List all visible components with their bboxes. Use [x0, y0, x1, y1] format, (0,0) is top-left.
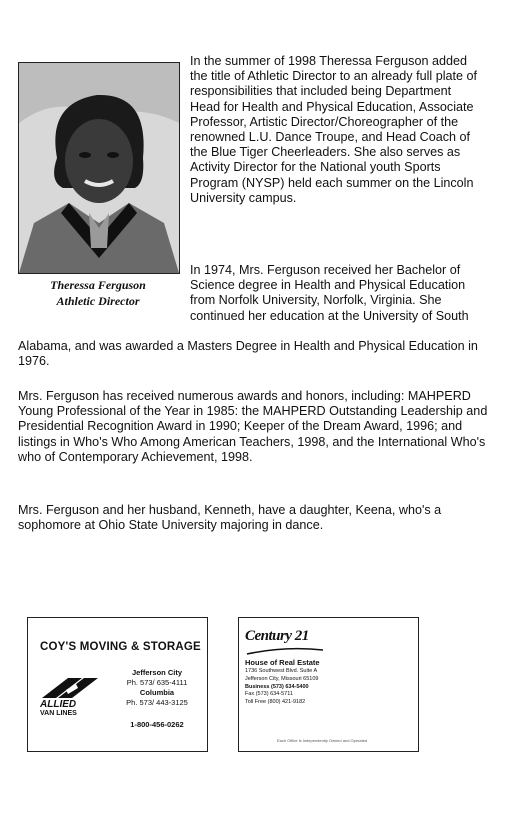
photo-caption [18, 277, 178, 309]
century21-office: House of Real Estate [245, 658, 320, 667]
coys-phone-2: Ph. 573/ 443-3125 [126, 698, 188, 707]
century21-swoosh-icon [245, 646, 325, 656]
caption-name: Theressa Ferguson [50, 278, 146, 292]
paragraph-intro: In the summer of 1998 Theressa Ferguson added the title of Athletic Director to an already full plate of responsibilities that included being Department Head for Health and Physical Education, Associate Professor, Artistic Director/Choreographer of the renowned L.U. Dance Troupe, and Head Coach of the Blue Tiger Cheerleaders. She also serves as Activity Director for the National youth Sports Program (NYSP) held each summer on the Lincoln University campus. [190, 54, 478, 205]
portrait-photo [18, 62, 180, 274]
century21-line: Toll Free (800) 421-9182 [245, 699, 306, 706]
allied-brand: ALLIED [40, 699, 77, 710]
coys-contact [112, 668, 202, 708]
century21-line: Jefferson City, Missouri 65109 [245, 675, 319, 682]
portrait-image [19, 63, 179, 273]
century21-footer: Each Office is Independently Owned and Operated [277, 738, 368, 743]
century21-line: Business (573) 634-5400 [245, 683, 309, 690]
century21-logo: Century 21 [245, 628, 309, 644]
century21-line: 1736 Southwest Blvd. Suite A [245, 668, 318, 674]
century21-contact [245, 668, 318, 707]
century21-ad [238, 617, 419, 752]
coys-tollfree: 1-800-456-0262 [130, 720, 184, 729]
paragraph-education-end: Alabama, and was awarded a Masters Degree in Health and Physical Education in 1976. [18, 339, 478, 369]
coys-phone-1: Ph. 573/ 635-4111 [126, 678, 188, 687]
coys-title: COY'S MOVING & STORAGE [40, 641, 201, 653]
coys-city-1: Jefferson City [131, 668, 182, 677]
coys-city-2: Columbia [139, 688, 175, 697]
century21-line: Fax (573) 634-5711 [245, 691, 293, 698]
paragraph-awards: Mrs. Ferguson has received numerous awards and honors, including: MAHPERD Young Professional of the Year in 1985: the MAHPERD Outstanding Leadership and Presidential Recognition Award in 1990; Keeper of the Dream Award, 1996; and listings in Who's Who Among American Teachers, 1998, and the International Who's who of Contemporary Achievement, 1998. [18, 389, 488, 464]
caption-title: Athletic Director [56, 294, 140, 308]
paragraph-family: Mrs. Ferguson and her husband, Kenneth, have a daughter, Keena, who's a sophomore at Ohio State University majoring in dance. [18, 503, 442, 533]
allied-brand-sub: VAN LINES [40, 710, 77, 717]
paragraph-education-start: In 1974, Mrs. Ferguson received her Bachelor of Science degree in Health and Physical Education from Norfolk University, Norfolk, Virginia. She continued her education at the University of South [190, 263, 469, 323]
coys-moving-ad [27, 617, 208, 752]
